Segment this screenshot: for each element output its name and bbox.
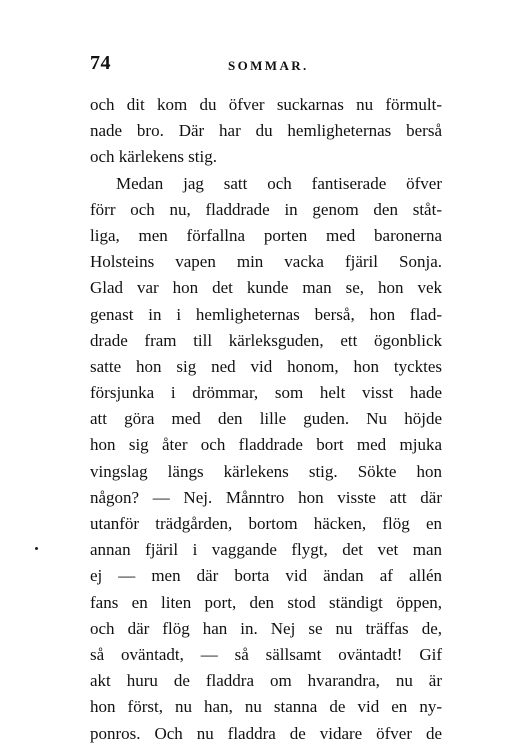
text-line: drade fram till kärleksguden, ett ögonblick [90, 330, 442, 350]
body-text [90, 92, 442, 747]
text-line: Medan jag satt och fantiserade öfver [116, 173, 442, 193]
text-line: och kärlekens stig. [90, 147, 217, 167]
text-line: så oväntadt, — så sällsamt oväntadt! Gif [90, 644, 442, 664]
text-line: Glad var hon det kunde man se, hon vek [90, 278, 442, 298]
page-number: 74 [90, 52, 111, 74]
text-line: förr och nu, fladdrade in genom den ståt- [90, 199, 442, 219]
page-header [90, 48, 442, 78]
text-line: försjunka i drömmar, som helt visst hade [90, 383, 442, 403]
text-line: genast in i hemligheternas berså, hon flad- [90, 304, 442, 324]
text-line: fans en liten port, den stod ständigt öppen, [90, 592, 442, 612]
text-line: utanför trädgården, bortom häcken, flög en [90, 514, 442, 533]
running-head: SOMMAR. [228, 58, 309, 73]
text-line: vingslag längs kärlekens stig. Sökte hon [90, 461, 442, 481]
text-line: hon sig åter och fladdrade bort med mjuka [90, 435, 442, 455]
text-line: någon? — Nej. Månntro hon visste att där [90, 487, 442, 507]
text-line: liga, men förfallna porten med baronerna [90, 225, 442, 245]
text-line: Holsteins vapen min vacka fjäril Sonja. [90, 252, 442, 272]
text-line: satte hon sig ned vid honom, hon tycktes [90, 356, 442, 376]
text-line: ponros. Och nu fladdra de vidare öfver de [90, 723, 442, 743]
ink-speck [35, 547, 38, 550]
text-line: ej — men där borta vid ändan af allén [90, 566, 442, 586]
text-line: och där flög han in. Nej se nu träffas de, [90, 618, 442, 638]
text-line: hon först, nu han, nu stanna de vid en ny- [90, 697, 442, 717]
text-line: annan fjäril i vaggande flygt, det vet man [90, 540, 442, 560]
text-line: att göra med den lille guden. Nu höjde [90, 409, 442, 429]
text-line: nade bro. Där har du hemligheternas berså [90, 121, 442, 141]
text-line: och dit kom du öfver suckarnas nu förmult- [90, 95, 442, 114]
text-line: akt huru de fladdra om hvarandra, nu är [90, 671, 442, 691]
